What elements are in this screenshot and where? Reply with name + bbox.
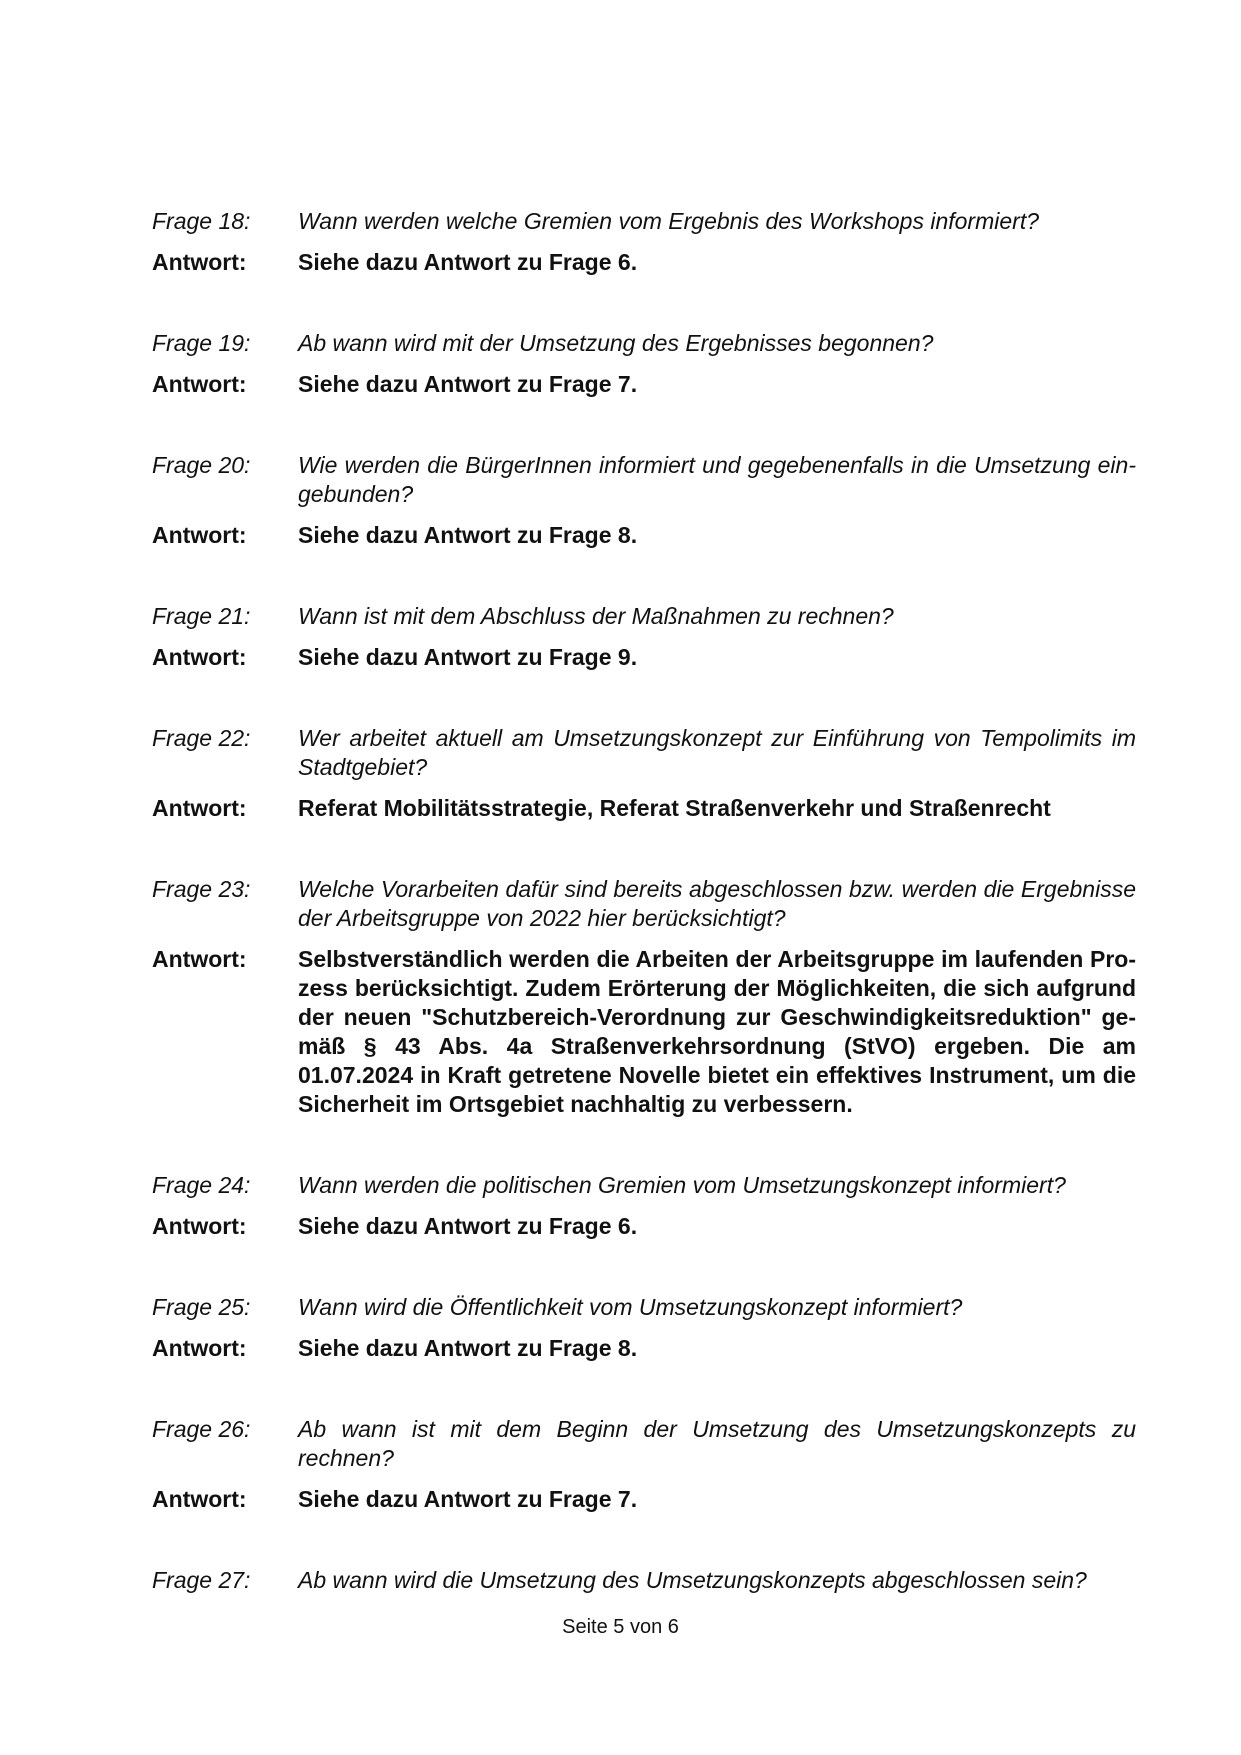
question-label: Frage 19: [152, 330, 251, 356]
answer-label: Antwort: [152, 249, 247, 275]
question-label: Frage 20: [152, 452, 251, 478]
question-text: Welche Vorarbeiten dafür sind bereits abgeschlossen bzw. werden die Ergebnisse der Arbeitsgruppe von 2022 hier berücksichtigt? [298, 876, 1136, 931]
question-row [152, 1293, 1136, 1322]
answer-text: Siehe dazu Antwort zu Frage 6. [298, 249, 638, 275]
qa-block-frage-19 [152, 329, 1136, 399]
question-row [152, 329, 1136, 358]
answer-row [152, 1212, 1136, 1241]
question-row [152, 451, 1136, 509]
question-row [152, 207, 1136, 236]
answer-text: Siehe dazu Antwort zu Frage 8. [298, 1335, 638, 1361]
question-label: Frage 25: [152, 1294, 251, 1320]
question-row [152, 724, 1136, 782]
question-text: Wann werden die politischen Gremien vom Umsetzungskonzept informiert? [298, 1172, 1066, 1198]
question-label: Frage 23: [152, 876, 251, 902]
answer-label: Antwort: [152, 1335, 247, 1361]
question-label: Frage 18: [152, 208, 251, 234]
question-text: Wann wird die Öffentlichkeit vom Umsetzungskonzept informiert? [298, 1294, 963, 1320]
answer-text: Siehe dazu Antwort zu Frage 6. [298, 1213, 638, 1239]
question-label: Frage 22: [152, 725, 251, 751]
answer-row [152, 1334, 1136, 1363]
question-row [152, 602, 1136, 631]
question-text: Ab wann wird mit der Umsetzung des Ergebnisses begonnen? [298, 330, 934, 356]
answer-label: Antwort: [152, 1486, 247, 1512]
question-text: Wer arbeitet aktuell am Umsetzungskonzept zur Einführung von Tempolimits im Stadtgebiet? [298, 725, 1136, 780]
qa-block-frage-20 [152, 451, 1136, 550]
question-row [152, 1566, 1136, 1595]
answer-row [152, 521, 1136, 550]
answer-text: Siehe dazu Antwort zu Frage 7. [298, 371, 638, 397]
answer-row [152, 794, 1136, 823]
question-label: Frage 26: [152, 1416, 251, 1442]
answer-text: Referat Mobilitätsstrategie, Referat Straßenverkehr und Straßenrecht [298, 795, 1051, 821]
answer-row [152, 370, 1136, 399]
answer-text: Siehe dazu Antwort zu Frage 8. [298, 522, 638, 548]
qa-block-frage-26 [152, 1415, 1136, 1514]
qa-block-frage-24 [152, 1171, 1136, 1241]
question-text: Wann werden welche Gremien vom Ergebnis des Workshops informiert? [298, 208, 1039, 234]
question-text: Ab wann wird die Umsetzung des Umsetzungskonzepts abgeschlossen sein? [298, 1567, 1087, 1593]
question-text: Wie werden die BürgerInnen informiert und gegebenenfalls in die Umsetzung eingebunden? [298, 452, 1136, 507]
question-text: Wann ist mit dem Abschluss der Maßnahmen zu rechnen? [298, 603, 894, 629]
answer-row [152, 945, 1136, 1119]
qa-block-frage-21 [152, 602, 1136, 672]
question-row [152, 1171, 1136, 1200]
qa-block-frage-23 [152, 875, 1136, 1119]
qa-block-frage-27 [152, 1566, 1136, 1595]
qa-list [152, 207, 1136, 1647]
question-label: Frage 27: [152, 1567, 251, 1593]
answer-label: Antwort: [152, 946, 247, 972]
answer-row [152, 248, 1136, 277]
answer-row [152, 1485, 1136, 1514]
qa-block-frage-22 [152, 724, 1136, 823]
answer-label: Antwort: [152, 644, 247, 670]
answer-text: Siehe dazu Antwort zu Frage 7. [298, 1486, 638, 1512]
answer-row [152, 643, 1136, 672]
question-label: Frage 24: [152, 1172, 251, 1198]
answer-label: Antwort: [152, 795, 247, 821]
qa-block-frage-18 [152, 207, 1136, 277]
answer-label: Antwort: [152, 371, 247, 397]
answer-text: Selbstverständlich werden die Arbeiten der Arbeitsgruppe im laufenden Prozess berücksichtigt. Zudem Erörterung der Möglichkeiten, die sich aufgrund der neuen "Schutzbereich-Verordnung zur Geschwindigkeitsreduktion" gemäß § 43 Abs. 4a Straßenverkehrsordnung (StVO) ergeben. Die am 01.07.2024 in Kraft getretene Novelle bietet ein effektives Instrument, um die Sicherheit im Ortsgebiet nachhaltig zu verbessern. [298, 946, 1136, 1117]
question-label: Frage 21: [152, 603, 251, 629]
answer-text: Siehe dazu Antwort zu Frage 9. [298, 644, 638, 670]
question-row [152, 1415, 1136, 1473]
qa-block-frage-25 [152, 1293, 1136, 1363]
page-number: Seite 5 von 6 [562, 1616, 679, 1638]
answer-label: Antwort: [152, 522, 247, 548]
question-text: Ab wann ist mit dem Beginn der Umsetzung des Umsetzungskonzepts zu rechnen? [298, 1416, 1136, 1471]
answer-label: Antwort: [152, 1213, 247, 1239]
question-row [152, 875, 1136, 933]
